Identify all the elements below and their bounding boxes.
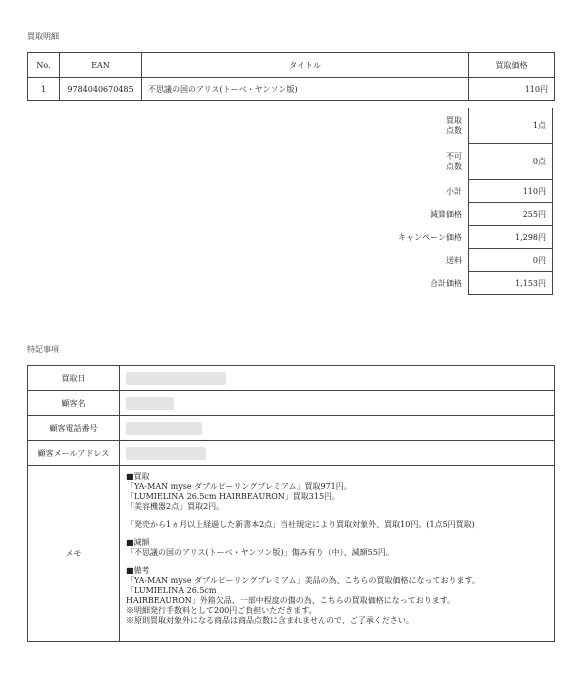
notes-label: 顧客メールアドレス [28, 441, 120, 466]
memo-line: 「YA-MAN myse ダブルピーリングプレミアム」買取971円。 [126, 482, 352, 491]
notes-value [120, 391, 555, 416]
notes-value [120, 366, 555, 391]
notes-label: メモ [28, 466, 120, 642]
summary-value: 110円 [468, 180, 553, 203]
notes-row-phone [28, 416, 555, 441]
summary-label: 減算価格 [430, 210, 462, 219]
summary-label: 不可 点数 [446, 152, 462, 171]
summary-label: 合計価格 [430, 279, 462, 288]
header-ean: EAN [60, 53, 142, 78]
header-no: No. [28, 53, 60, 78]
notes-row-memo [28, 466, 555, 642]
memo-line: 「LUMIELINA 26.5cm HAIRBEAURON」買取315円。 [126, 492, 341, 501]
memo-line: ■減額 [126, 538, 150, 547]
memo-line: 「不思議の国のアリス(トーベ・ヤンソン版)」傷み有り（中）、減額55円。 [126, 548, 394, 557]
cell-ean: 9784040670485 [60, 78, 142, 101]
section-title-purchase-details: 買取明細 [27, 32, 59, 41]
notes-label: 顧客電話番号 [28, 416, 120, 441]
memo-line: 「発売から1ヵ月以上経過した新書本2点」当社規定により買取対象外、買取10円。(1点5円買取) [126, 520, 475, 529]
summary-row-rejected-count [379, 144, 553, 180]
notes-row-date [28, 366, 555, 391]
notes-table [27, 365, 555, 642]
header-title: タイトル [142, 53, 469, 78]
table-row [28, 78, 555, 101]
cell-price: 110円 [469, 78, 555, 101]
summary-label: 小計 [446, 187, 462, 196]
memo-line: 「YA-MAN myse ダブルピーリングプレミアム」美品の為、こちらの買取価格になっております。 [126, 576, 480, 585]
memo-content [120, 466, 555, 642]
summary-label: 買取 点数 [446, 116, 462, 135]
memo-line: 「LUMIELINA 26.5cm [126, 586, 217, 595]
summary-row-campaign [379, 226, 553, 249]
notes-value [120, 441, 555, 466]
memo-line: ※明細発行手数料として200円ご負担いただきます。 [126, 606, 317, 615]
redacted-block [126, 397, 174, 410]
section-title-notes: 特記事項 [27, 345, 59, 354]
notes-row-customer-name [28, 391, 555, 416]
memo-line: ■備考 [126, 566, 150, 575]
summary-row-shipping [379, 249, 553, 272]
summary-row-deduction [379, 203, 553, 226]
summary-value: 255円 [468, 203, 553, 226]
redacted-block [126, 372, 226, 385]
notes-value [120, 416, 555, 441]
summary-value: 1,298円 [468, 226, 553, 249]
header-price: 買取価格 [469, 53, 555, 78]
redacted-block [126, 422, 202, 435]
notes-row-email [28, 441, 555, 466]
memo-line: 「美容機器2点」買取2円。 [126, 502, 225, 511]
memo-line: ※原則買取対象外になる商品は商品点数に含まれませんので、ご了承ください。 [126, 616, 414, 625]
memo-line: HAIRBEAURON」外箱欠品、一部中程度の傷の為、こちらの買取価格になっております。 [126, 596, 456, 605]
notes-label: 買取日 [28, 366, 120, 391]
cell-title: 不思議の国のアリス(トーベ・ヤンソン版) [142, 78, 469, 101]
summary-label: キャンペーン価格 [398, 233, 462, 242]
purchase-table [27, 52, 555, 101]
summary-row-total [379, 272, 553, 295]
summary-block [379, 108, 553, 295]
summary-label: 送料 [446, 256, 462, 265]
summary-row-purchase-count [379, 108, 553, 144]
summary-value: 0点 [468, 144, 553, 180]
summary-value: 1,153円 [468, 272, 553, 295]
memo-line: ■買取 [126, 472, 150, 481]
notes-label: 顧客名 [28, 391, 120, 416]
table-header-row [28, 53, 555, 78]
redacted-block [126, 447, 206, 460]
summary-value: 0円 [468, 249, 553, 272]
summary-value: 1点 [468, 108, 553, 144]
summary-row-subtotal [379, 180, 553, 203]
cell-no: 1 [28, 78, 60, 101]
